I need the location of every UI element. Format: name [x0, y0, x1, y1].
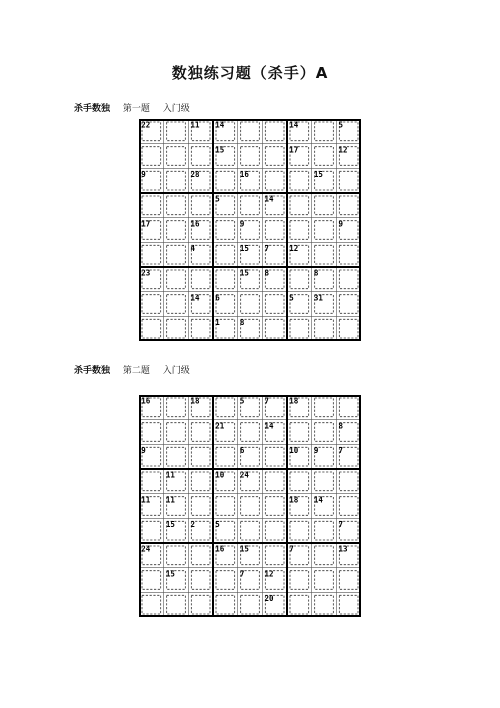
cage-sum: 9 — [239, 219, 245, 229]
cage-sum: 1 — [215, 317, 220, 327]
puzzle-2-level: 入门级 — [162, 366, 190, 376]
cage-sum: 16 — [215, 544, 225, 554]
puzzle-1-name: 杀手数独 — [74, 104, 111, 114]
cage-sum: 7 — [338, 445, 344, 455]
cage-sum: 15 — [239, 243, 249, 253]
puzzle-1-heading — [74, 101, 190, 114]
cage-sum: 31 — [313, 293, 323, 303]
cage-sum: 18 — [289, 396, 299, 406]
cage-sum: 12 — [338, 145, 348, 155]
cage-sum: 18 — [289, 495, 299, 505]
cage-sum: 11 — [141, 495, 151, 505]
cage-sum: 4 — [190, 243, 196, 253]
cage-sum: 17 — [141, 219, 151, 229]
cage-sum: 7 — [264, 396, 270, 406]
cage-sum: 8 — [313, 268, 319, 278]
cage-sum: 24 — [141, 544, 151, 554]
puzzle-2-name: 杀手数独 — [74, 366, 111, 376]
cage-sum: 14 — [313, 495, 323, 505]
cage-sum: 18 — [190, 396, 200, 406]
cage-sum: 12 — [264, 569, 274, 579]
cage-sum: 2 — [190, 519, 196, 529]
puzzle-1-number: 第一题 — [122, 104, 150, 114]
cage-sum: 5 — [289, 293, 294, 303]
puzzle-2-grid — [139, 395, 361, 617]
cage-sum: 16 — [239, 169, 249, 179]
puzzle-2-svg — [139, 395, 361, 617]
cage-sum: 21 — [215, 421, 225, 431]
grid-background — [139, 395, 361, 617]
cage-sum: 15 — [165, 569, 175, 579]
puzzle-1-svg — [139, 119, 361, 341]
cage-sum: 17 — [289, 145, 299, 155]
cage-sum: 5 — [215, 519, 220, 529]
cage-sum: 7 — [338, 519, 344, 529]
cage-sum: 14 — [264, 194, 274, 204]
cage-sum: 7 — [264, 243, 270, 253]
cage-sum: 7 — [239, 569, 245, 579]
grid-background — [139, 119, 361, 341]
cage-sum: 15 — [239, 268, 249, 278]
cage-sum: 5 — [215, 194, 220, 204]
cage-sum: 8 — [338, 421, 344, 431]
cage-sum: 6 — [239, 445, 245, 455]
cage-sum: 14 — [264, 421, 274, 431]
cage-sum: 14 — [289, 120, 299, 130]
cage-sum: 10 — [215, 470, 225, 480]
puzzle-1-grid — [139, 119, 361, 341]
cage-sum: 15 — [313, 169, 323, 179]
puzzle-1-level: 入门级 — [162, 104, 190, 114]
cage-sum: 9 — [313, 445, 319, 455]
cage-sum: 5 — [338, 120, 344, 130]
puzzle-2-number: 第二题 — [122, 366, 150, 376]
cage-sum: 13 — [338, 544, 348, 554]
cage-sum: 9 — [141, 169, 146, 179]
cage-sum: 11 — [165, 470, 175, 480]
cage-sum: 7 — [289, 544, 294, 554]
cage-sum: 24 — [239, 470, 249, 480]
cage-sum: 8 — [239, 317, 245, 327]
cage-sum: 20 — [264, 593, 274, 603]
cage-sum: 11 — [165, 495, 175, 505]
cage-sum: 8 — [264, 268, 270, 278]
puzzle-2-heading — [74, 363, 190, 376]
cage-sum: 15 — [165, 519, 175, 529]
cage-sum: 9 — [338, 219, 344, 229]
cage-sum: 14 — [215, 120, 225, 130]
cage-sum: 12 — [289, 243, 299, 253]
cage-sum: 28 — [190, 169, 200, 179]
cage-sum: 10 — [289, 445, 299, 455]
cage-sum: 15 — [239, 544, 249, 554]
cage-sum: 16 — [141, 396, 151, 406]
cage-sum: 22 — [141, 120, 151, 130]
cage-sum: 6 — [215, 293, 220, 303]
cage-sum: 14 — [190, 293, 200, 303]
cage-sum: 23 — [141, 268, 151, 278]
cage-sum: 11 — [190, 120, 200, 130]
page-title: 数独练习题（杀手）A — [171, 64, 329, 82]
cage-sum: 15 — [215, 145, 225, 155]
cage-sum: 9 — [141, 445, 146, 455]
cage-sum: 16 — [190, 219, 200, 229]
cage-sum: 5 — [239, 396, 245, 406]
